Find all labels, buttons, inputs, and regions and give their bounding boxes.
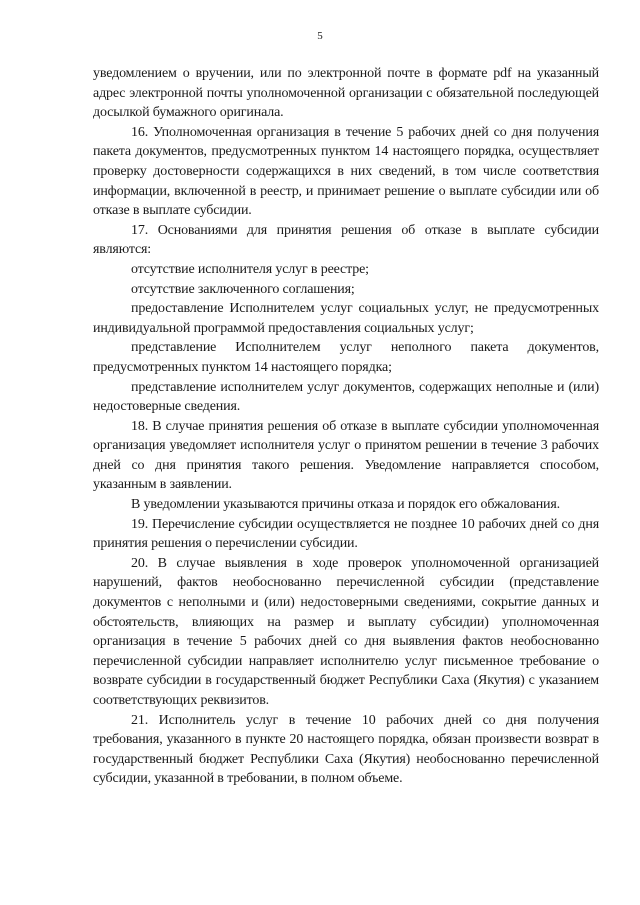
paragraph-19: 19. Перечисление субсидии осуществляется не позднее 10 рабочих дней со дня принятия решения о перечислении субсидии. <box>93 516 599 552</box>
paragraph-continuation: уведомлением о вручении, или по электронной почте в формате pdf на указанный адрес электронной почты уполномоченной организации с обязательной последующей досылкой бумажного оригинала. <box>93 66 599 121</box>
list-item-false-information: представление исполнителем услуг документов, содержащих неполные и (или) недостоверные сведения. <box>93 379 599 415</box>
list-item-incomplete-package: представление Исполнителем услуг неполного пакета документов, предусмотренных пунктом 14 настоящего порядка; <box>93 340 599 375</box>
paragraph-notice-reasons: В уведомлении указываются причины отказа и порядок его обжалования. <box>131 497 561 513</box>
paragraph-18: 18. В случае принятия решения об отказе в выплате субсидии уполномоченная организация уведомляет исполнителя услуг о принятом решении в течение 3 рабочих дней со дня принятия такого решения. Уведомление направляется способом, указанным в заявлении. <box>93 418 599 493</box>
page-number: 5 <box>317 30 323 42</box>
paragraph-20: 20. В случае выявления в ходе проверок уполномоченной организацией нарушений, фактов необоснованно перечисленной субсидии (представление документов с неполными и (или) недостоверными сведениями, сокрытие данных и обстоятельств, влияющих на размер и выплату субсидии) уполномоченная организация в течение 5 рабочих дней со дня выявления фактов необоснованно перечисленной субсидии направляет исполнителю услуг письменное требование о возврате субсидии в государственный бюджет Республики Саха (Якутия) с указанием соответствующих реквизитов. <box>93 555 599 708</box>
paragraph-16: 16. Уполномоченная организация в течение 5 рабочих дней со дня получения пакета документов, предусмотренных пунктом 14 настоящего порядка, осуществляет проверку достоверности содержащихся в них сведений, в том числе соответствия информации, включенной в реестр, и принимает решение о выплате субсидии или об отказе в выплате субсидии. <box>93 124 599 219</box>
paragraph-21: 21. Исполнитель услуг в течение 10 рабочих дней со дня получения требования, указанного в пункте 20 настоящего порядка, обязан произвести возврат в государственный бюджет Республики Саха (Якутия) необоснованно перечисленной субсидии, указанной в требовании, в полном объеме. <box>93 712 599 787</box>
list-item-no-registry: отсутствие исполнителя услуг в реестре; <box>131 261 369 277</box>
document-body <box>93 64 599 789</box>
list-item-no-agreement: отсутствие заключенного соглашения; <box>131 281 355 297</box>
paragraph-17: 17. Основаниями для принятия решения об отказе в выплате субсидии являются: <box>93 222 599 258</box>
list-item-unplanned-services: предоставление Исполнителем услуг социальных услуг, не предусмотренных индивидуальной программой предоставления социальных услуг; <box>93 301 599 336</box>
